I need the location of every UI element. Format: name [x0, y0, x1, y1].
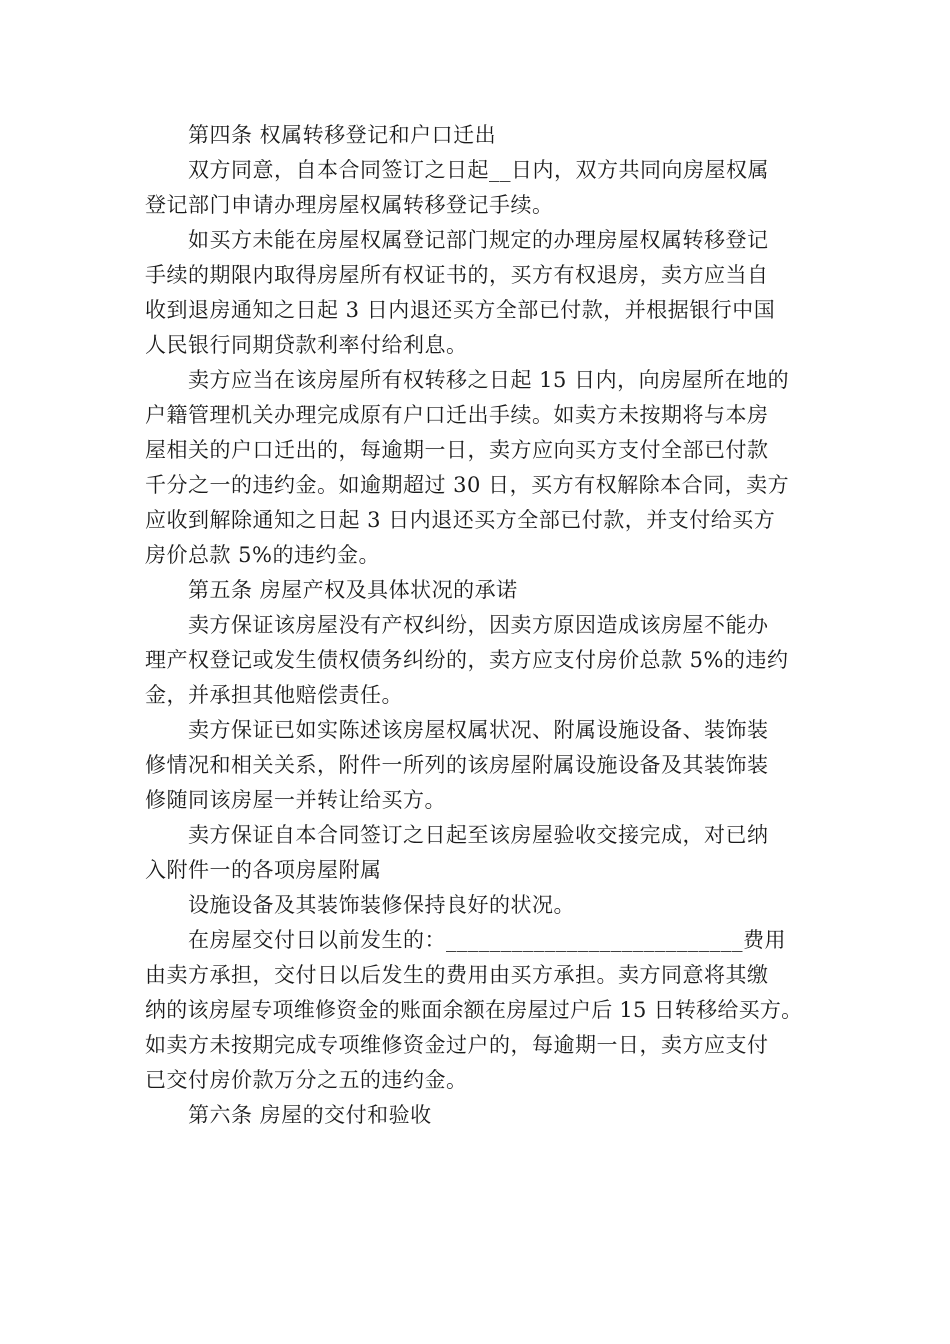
- text-line: 第五条 房屋产权及具体状况的承诺: [188, 578, 518, 602]
- text-line: 在房屋交付日以前发生的：___________________________费用: [188, 928, 786, 952]
- text-line: 应收到解除通知之日起 3 日内退还买方全部已付款，并支付给买方: [145, 508, 776, 532]
- text-line: 纳的该房屋专项维修资金的账面余额在房屋过户后 15 日转移给买方。: [145, 998, 803, 1022]
- text-line: 理产权登记或发生债权债务纠纷的，卖方应支付房价总款 5%的违约: [145, 648, 789, 672]
- text-line: 人民银行同期贷款利率付给利息。: [145, 333, 468, 357]
- text-line: 户籍管理机关办理完成原有户口迁出手续。如卖方未按期将与本房: [145, 403, 769, 427]
- text-line: 已交付房价款万分之五的违约金。: [145, 1068, 468, 1092]
- text-line: 房价总款 5%的违约金。: [145, 543, 380, 567]
- text-line: 千分之一的违约金。如逾期超过 30 日，买方有权解除本合同，卖方: [145, 473, 790, 497]
- text-line: 双方同意，自本合同签订之日起__日内，双方共同向房屋权属: [188, 158, 769, 182]
- text-line: 如卖方未按期完成专项维修资金过户的，每逾期一日，卖方应支付: [145, 1033, 769, 1057]
- text-line: 卖方保证已如实陈述该房屋权属状况、附属设施设备、装饰装: [188, 718, 769, 742]
- text-line: 由卖方承担，交付日以后发生的费用由买方承担。卖方同意将其缴: [145, 963, 769, 987]
- text-line: 手续的期限内取得房屋所有权证书的，买方有权退房，卖方应当自: [145, 263, 769, 287]
- text-line: 第六条 房屋的交付和验收: [188, 1103, 432, 1127]
- text-line: 修情况和相关关系，附件一所列的该房屋附属设施设备及其装饰装: [145, 753, 769, 777]
- text-line: 屋相关的户口迁出的，每逾期一日，卖方应向买方支付全部已付款: [145, 438, 769, 462]
- text-line: 登记部门申请办理房屋权属转移登记手续。: [145, 193, 554, 217]
- text-line: 卖方保证自本合同签订之日起至该房屋验收交接完成，对已纳: [188, 823, 769, 847]
- text-line: 第四条 权属转移登记和户口迁出: [188, 123, 497, 147]
- text-line: 设施设备及其装饰装修保持良好的状况。: [188, 893, 575, 917]
- text-line: 金，并承担其他赔偿责任。: [145, 683, 403, 707]
- text-line: 卖方应当在该房屋所有权转移之日起 15 日内，向房屋所在地的: [188, 368, 790, 392]
- document-body: [145, 118, 807, 1133]
- text-line: 收到退房通知之日起 3 日内退还买方全部已付款，并根据银行中国: [145, 298, 776, 322]
- text-line: 卖方保证该房屋没有产权纠纷，因卖方原因造成该房屋不能办: [188, 613, 769, 637]
- text-line: 如买方未能在房屋权属登记部门规定的办理房屋权属转移登记: [188, 228, 769, 252]
- text-line: 入附件一的各项房屋附属: [145, 858, 382, 882]
- text-line: 修随同该房屋一并转让给买方。: [145, 788, 446, 812]
